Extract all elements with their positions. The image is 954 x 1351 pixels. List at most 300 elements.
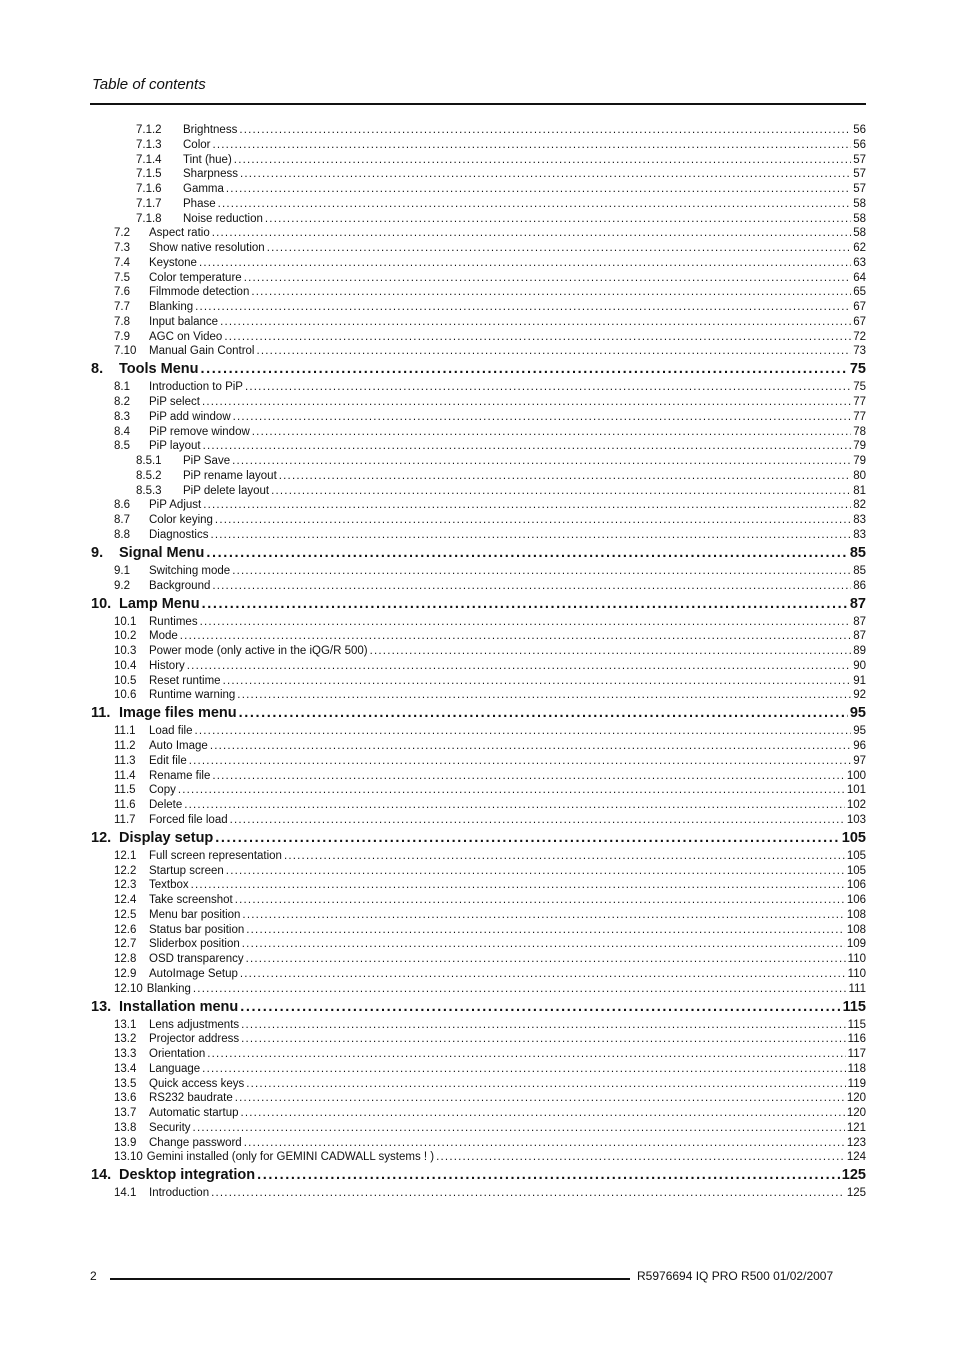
dot-leader: [202, 1062, 845, 1077]
dot-leader: [240, 998, 840, 1017]
toc-entry[interactable]: [136, 182, 866, 197]
toc-entry-title: Gemini installed (only for GEMINI CADWALL systems ! ): [146, 1151, 435, 1164]
toc-entry-title: OSD transparency: [149, 953, 244, 965]
toc-entry-title: Color temperature: [149, 271, 242, 284]
toc-entry-title: Desktop integration: [119, 1167, 256, 1184]
toc-entry[interactable]: [114, 1150, 866, 1165]
dot-leader: [211, 1186, 845, 1201]
toc-entry-page: 64: [853, 271, 866, 284]
dot-leader: [242, 937, 845, 952]
toc-entry-number: 7.7: [114, 301, 130, 313]
toc-entry-page: 62: [853, 242, 866, 254]
toc-entry[interactable]: [136, 469, 866, 484]
toc-entry-page: 121: [846, 1121, 866, 1134]
dot-leader: [184, 798, 845, 813]
toc-entry-page: 72: [853, 330, 866, 343]
toc-entry[interactable]: [114, 226, 866, 241]
toc-entry[interactable]: [114, 967, 866, 982]
dot-leader: [436, 1150, 845, 1165]
toc-entry[interactable]: [114, 395, 866, 410]
toc-entry-title: Phase: [183, 197, 216, 210]
toc-entry-title: Language: [149, 1062, 201, 1075]
toc-entry-number: 8.6: [114, 499, 130, 512]
toc-entry-number: 13.7: [114, 1107, 137, 1119]
toc-entry-page: 101: [846, 784, 866, 797]
toc-entry[interactable]: [114, 498, 866, 513]
toc-entry[interactable]: [114, 724, 866, 739]
toc-entry-title: Rename file: [149, 769, 211, 782]
toc-entry-title: Tools Menu: [119, 361, 199, 378]
toc-entry-title: Show native resolution: [149, 242, 265, 254]
footer-rule: [110, 1278, 630, 1280]
toc-entry-title: Change password: [149, 1136, 242, 1149]
toc-entry-page: 120: [846, 1107, 866, 1119]
toc-entry-page: 105: [846, 864, 866, 877]
toc-entry-page: 81: [853, 484, 866, 497]
toc-entry[interactable]: [114, 893, 866, 908]
toc-entry-number: 10.2: [114, 630, 137, 643]
toc-entry-page: 79: [853, 455, 866, 467]
toc-entry-page: 73: [853, 345, 866, 358]
toc-entry-page: 65: [853, 286, 866, 299]
toc-entry-page: 75: [853, 381, 866, 394]
toc-entry-page: 83: [853, 528, 866, 541]
toc-entry-page: 58: [853, 227, 866, 240]
dot-leader: [210, 528, 851, 543]
toc-entry[interactable]: [136, 212, 866, 227]
toc-entry-number: 7.1.5: [136, 168, 162, 181]
toc-entry-page: 79: [853, 440, 866, 453]
toc-entry-title: Blanking: [146, 982, 191, 995]
toc-entry[interactable]: [114, 1121, 866, 1136]
toc-entry-number: 12.4: [114, 894, 137, 906]
dot-leader: [193, 1121, 845, 1136]
toc-entry-page: 95: [853, 725, 866, 738]
toc-entry-number: 10.5: [114, 674, 137, 687]
toc-entry-title: Security: [149, 1121, 191, 1134]
toc-entry-number: 7.1.8: [136, 212, 162, 225]
toc-entry-page: 90: [853, 659, 866, 672]
toc-entry-page: 57: [853, 183, 866, 195]
toc-entry[interactable]: [114, 1018, 866, 1033]
toc-entry-number: 8.1: [114, 381, 130, 394]
toc-entry-title: Startup screen: [149, 864, 224, 877]
dot-leader: [241, 1018, 846, 1033]
dot-leader: [206, 544, 847, 563]
toc-entry[interactable]: [91, 544, 866, 563]
toc-entry[interactable]: [114, 615, 866, 630]
toc-entry[interactable]: [91, 595, 866, 614]
toc-entry-number: 13.8: [114, 1121, 137, 1134]
toc-entry-page: 87: [853, 615, 866, 628]
toc-entry-title: Orientation: [149, 1048, 206, 1060]
toc-entry[interactable]: [136, 197, 866, 212]
toc-entry-number: 9.1: [114, 564, 130, 577]
toc-entry-page: 100: [846, 769, 866, 782]
dot-leader: [265, 212, 851, 227]
toc-entry-title: Textbox: [149, 879, 189, 892]
toc-entry-number: 7.2: [114, 227, 130, 240]
toc-entry-page: 80: [853, 469, 866, 482]
dot-leader: [241, 1032, 846, 1047]
toc-entry[interactable]: [91, 360, 866, 379]
dot-leader: [212, 769, 844, 784]
toc-entry-number: 13.3: [114, 1048, 137, 1060]
dot-leader: [226, 182, 851, 197]
toc-entry-number: 10.: [91, 595, 112, 612]
toc-entry[interactable]: [114, 908, 866, 923]
toc-entry-number: 12.9: [114, 967, 137, 980]
toc-entry-title: Input balance: [149, 315, 219, 328]
toc-entry[interactable]: [114, 1032, 866, 1047]
toc-entry-page: 125: [846, 1187, 866, 1200]
toc-entry-page: 85: [849, 544, 866, 561]
toc-entry[interactable]: [114, 330, 866, 345]
toc-entry-page: 87: [853, 630, 866, 643]
toc-entry-title: Noise reduction: [183, 212, 263, 225]
dot-leader: [178, 783, 845, 798]
toc-entry-title: Sharpness: [183, 168, 238, 181]
dot-leader: [370, 644, 852, 659]
toc-entry[interactable]: [114, 952, 866, 967]
toc-entry-page: 87: [849, 595, 866, 612]
toc-entry[interactable]: [114, 344, 866, 359]
toc-entry-number: 11.1: [114, 725, 136, 738]
toc-entry-title: Runtimes: [149, 615, 198, 628]
toc-entry[interactable]: [114, 564, 866, 579]
toc-entry-title: PiP remove window: [149, 425, 250, 438]
toc-entry[interactable]: [91, 704, 866, 723]
toc-entry-number: 14.1: [114, 1187, 137, 1200]
dot-leader: [202, 395, 851, 410]
toc-entry[interactable]: [136, 454, 866, 469]
dot-leader: [271, 484, 851, 499]
toc-entry-page: 120: [846, 1092, 866, 1105]
toc-entry-title: Sliderbox position: [149, 938, 240, 951]
toc-entry-title: Power mode (only active in the iQG/R 500): [149, 645, 368, 657]
toc-entry-title: Full screen representation: [149, 849, 282, 862]
toc-entry-number: 8.5.2: [136, 469, 162, 482]
toc-entry[interactable]: [114, 285, 866, 300]
toc-entry-number: 8.5.1: [136, 455, 162, 467]
toc-entry-page: 102: [846, 799, 866, 811]
toc-entry[interactable]: [114, 1062, 866, 1077]
dot-leader: [233, 410, 852, 425]
toc-entry-page: 106: [846, 894, 866, 906]
dot-leader: [267, 241, 851, 256]
toc-entry-page: 77: [853, 410, 866, 423]
toc-entry[interactable]: [114, 579, 866, 594]
toc-entry-number: 12.3: [114, 879, 137, 892]
toc-entry-page: 115: [842, 998, 866, 1015]
toc-entry[interactable]: [114, 1077, 866, 1092]
toc-entry-number: 13.10: [114, 1151, 143, 1164]
toc-entry-title: PiP layout: [149, 440, 201, 453]
toc-entry[interactable]: [91, 829, 866, 848]
toc-entry-title: Gamma: [183, 183, 224, 195]
toc-entry-number: 11.: [91, 705, 111, 722]
toc-entry-title: RS232 baudrate: [149, 1092, 233, 1105]
toc-entry-title: Signal Menu: [119, 544, 205, 561]
toc-entry-title: Display setup: [119, 829, 214, 846]
toc-entry[interactable]: [114, 783, 866, 798]
footer-page-number: 2: [90, 1269, 97, 1283]
toc-entry-page: 95: [849, 705, 866, 722]
toc-entry-number: 11.6: [114, 799, 136, 811]
toc-entry-title: Edit file: [149, 754, 187, 767]
dot-leader: [203, 498, 851, 513]
toc-entry[interactable]: [114, 923, 866, 938]
toc-entry-title: Introduction to PiP: [149, 381, 243, 394]
dot-leader: [246, 923, 845, 938]
toc-entry-number: 13.9: [114, 1136, 137, 1149]
toc-entry-number: 8.4: [114, 425, 130, 438]
toc-entry[interactable]: [114, 425, 866, 440]
toc-entry-page: 92: [853, 689, 866, 702]
toc-entry[interactable]: [114, 1186, 866, 1201]
toc-entry-title: AGC on Video: [149, 330, 223, 343]
toc-entry-page: 83: [853, 514, 866, 526]
toc-entry-number: 12.8: [114, 953, 137, 965]
toc-entry-page: 111: [848, 982, 866, 995]
toc-entry[interactable]: [114, 300, 866, 315]
toc-entry[interactable]: [114, 674, 866, 689]
toc-entry-number: 13.: [91, 998, 112, 1015]
toc-entry-title: Quick access keys: [149, 1077, 245, 1090]
toc-entry-number: 13.6: [114, 1092, 137, 1105]
toc-entry[interactable]: [114, 528, 866, 543]
dot-leader: [191, 878, 845, 893]
toc-entry[interactable]: [114, 629, 866, 644]
toc-entry-title: Runtime warning: [149, 689, 236, 702]
toc-entry-page: 82: [853, 499, 866, 512]
toc-entry-page: 108: [846, 923, 866, 936]
toc-entry-number: 8.7: [114, 514, 130, 526]
toc-entry-title: Background: [149, 579, 211, 592]
toc-entry[interactable]: [91, 998, 866, 1017]
dot-leader: [220, 315, 851, 330]
toc-entry-number: 7.1.7: [136, 197, 162, 210]
toc-entry[interactable]: [114, 256, 866, 271]
toc-entry-number: 10.1: [114, 615, 137, 628]
toc-entry[interactable]: [114, 864, 866, 879]
toc-entry-title: Image files menu: [119, 705, 237, 722]
toc-entry-page: 67: [853, 315, 866, 328]
dot-leader: [257, 1166, 840, 1185]
dot-leader: [239, 704, 848, 723]
toc-entry[interactable]: [114, 644, 866, 659]
toc-entry[interactable]: [114, 439, 866, 454]
toc-entry-title: Lens adjustments: [149, 1018, 240, 1031]
toc-entry-title: Manual Gain Control: [149, 345, 255, 358]
toc-entry[interactable]: [114, 798, 866, 813]
toc-entry[interactable]: [91, 1166, 866, 1185]
toc-entry-page: 97: [853, 754, 866, 767]
toc-entry[interactable]: [114, 1106, 866, 1121]
dot-leader: [200, 360, 847, 379]
toc-entry-title: PiP Save: [183, 455, 231, 467]
toc-entry-title: Copy: [149, 784, 176, 797]
toc-entry-title: Introduction: [149, 1187, 210, 1200]
toc-entry-page: 57: [853, 153, 866, 166]
toc-entry-page: 118: [847, 1062, 866, 1075]
toc-entry[interactable]: [114, 1091, 866, 1106]
toc-entry-page: 78: [853, 425, 866, 438]
toc-entry[interactable]: [114, 937, 866, 952]
toc-entry-number: 11.2: [114, 740, 136, 752]
dot-leader: [232, 454, 851, 469]
toc-entry-page: 86: [853, 579, 866, 592]
dot-leader: [210, 739, 851, 754]
toc-entry-number: 8.: [91, 361, 104, 378]
toc-entry-number: 7.5: [114, 271, 130, 284]
toc-entry-page: 63: [853, 256, 866, 269]
toc-entry-page: 77: [853, 396, 866, 408]
dot-leader: [218, 197, 852, 212]
toc-entry-number: 13.5: [114, 1077, 137, 1090]
toc-entry[interactable]: [114, 380, 866, 395]
toc-entry-title: Menu bar position: [149, 908, 241, 921]
toc-entry[interactable]: [136, 484, 866, 499]
toc-entry-number: 8.3: [114, 410, 130, 423]
toc-entry-title: Installation menu: [119, 998, 239, 1015]
toc-entry-number: 12.: [91, 829, 112, 846]
toc-entry-number: 7.8: [114, 315, 130, 328]
dot-leader: [202, 595, 848, 614]
dot-leader: [252, 425, 851, 440]
dot-leader: [232, 564, 851, 579]
dot-leader: [242, 908, 844, 923]
toc-entry[interactable]: [136, 123, 866, 138]
dot-leader: [189, 754, 851, 769]
toc-entry[interactable]: [114, 1136, 866, 1151]
toc-entry-page: 108: [846, 908, 866, 921]
toc-entry-number: 7.10: [114, 345, 137, 358]
toc-entry[interactable]: [114, 1047, 866, 1062]
dot-leader: [251, 285, 851, 300]
toc-entry-number: 12.6: [114, 923, 137, 936]
dot-leader: [187, 659, 851, 674]
dot-leader: [235, 893, 845, 908]
toc-entry-title: Lamp Menu: [119, 595, 200, 612]
toc-entry[interactable]: [114, 769, 866, 784]
toc-entry[interactable]: [114, 410, 866, 425]
toc-entry-number: 11.3: [114, 754, 136, 767]
toc-entry-number: 8.2: [114, 396, 130, 408]
toc-entry-number: 8.5.3: [136, 484, 162, 497]
dot-leader: [234, 153, 851, 168]
toc-entry-number: 7.4: [114, 256, 130, 269]
toc-entry[interactable]: [114, 849, 866, 864]
toc-entry[interactable]: [114, 739, 866, 754]
toc-entry[interactable]: [114, 241, 866, 256]
dot-leader: [212, 226, 851, 241]
page-header-title: Table of contents: [92, 76, 206, 93]
toc-entry-title: PiP Adjust: [149, 499, 202, 512]
toc-entry-page: 124: [846, 1151, 866, 1164]
dot-leader: [235, 1091, 845, 1106]
dot-leader: [194, 724, 851, 739]
toc-entry[interactable]: [114, 659, 866, 674]
dot-leader: [215, 513, 851, 528]
toc-entry-number: 7.3: [114, 242, 130, 254]
toc-entry[interactable]: [136, 153, 866, 168]
dot-leader: [203, 439, 852, 454]
dot-leader: [246, 952, 846, 967]
dot-leader: [193, 982, 847, 997]
toc-entry-number: 7.9: [114, 330, 130, 343]
toc-entry-title: Color keying: [149, 514, 213, 526]
toc-entry[interactable]: [114, 688, 866, 703]
dot-leader: [237, 688, 851, 703]
toc-entry-page: 106: [846, 879, 866, 892]
toc-entry-title: Brightness: [183, 124, 238, 136]
toc-entry-number: 8.8: [114, 528, 130, 541]
dot-leader: [200, 615, 852, 630]
dot-leader: [207, 1047, 845, 1062]
dot-leader: [212, 138, 851, 153]
toc-entry-title: Blanking: [149, 301, 194, 313]
toc-entry-title: PiP add window: [149, 410, 231, 423]
toc-entry-page: 123: [846, 1136, 866, 1149]
toc-entry-number: 11.4: [114, 769, 136, 782]
dot-leader: [245, 380, 851, 395]
toc-entry-page: 57: [853, 168, 866, 181]
dot-leader: [223, 674, 852, 689]
dot-leader: [246, 1077, 845, 1092]
toc-entry-page: 105: [841, 829, 866, 846]
dot-leader: [180, 629, 851, 644]
toc-entry-number: 13.4: [114, 1062, 137, 1075]
toc-entry-number: 7.1.4: [136, 153, 162, 166]
dot-leader: [284, 849, 845, 864]
toc-entry-title: Automatic startup: [149, 1107, 239, 1119]
dot-leader: [279, 469, 851, 484]
toc-entry[interactable]: [136, 138, 866, 153]
toc-entry-number: 13.2: [114, 1033, 137, 1046]
toc-entry-page: 58: [853, 197, 866, 210]
toc-entry[interactable]: [114, 878, 866, 893]
toc-entry-title: Aspect ratio: [149, 227, 210, 240]
toc-entry-page: 110: [847, 967, 866, 980]
toc-entry[interactable]: [114, 754, 866, 769]
toc-entry[interactable]: [114, 513, 866, 528]
toc-entry-page: 105: [846, 849, 866, 862]
toc-entry-title: PiP select: [149, 396, 200, 408]
toc-entry-number: 8.5: [114, 440, 130, 453]
toc-entry-title: Delete: [149, 799, 183, 811]
toc-entry-number: 11.5: [114, 784, 136, 797]
toc-entry[interactable]: [114, 271, 866, 286]
toc-entry-title: History: [149, 659, 185, 672]
toc-entry-number: 12.2: [114, 864, 137, 877]
dot-leader: [239, 123, 851, 138]
toc-entry[interactable]: [114, 315, 866, 330]
toc-entry-page: 56: [853, 124, 866, 136]
toc-entry-number: 12.1: [114, 849, 137, 862]
header-rule: [90, 103, 866, 105]
toc-entry-page: 85: [853, 564, 866, 577]
toc-entry[interactable]: [136, 167, 866, 182]
toc-entry-title: Color: [183, 138, 211, 151]
toc-entry-number: 7.1.6: [136, 183, 162, 195]
toc-entry-number: 13.1: [114, 1018, 137, 1031]
toc-entry-page: 103: [846, 813, 866, 826]
dot-leader: [240, 167, 851, 182]
toc-entry-page: 115: [847, 1018, 866, 1031]
toc-entry[interactable]: [114, 982, 866, 997]
toc-entry[interactable]: [114, 813, 866, 828]
